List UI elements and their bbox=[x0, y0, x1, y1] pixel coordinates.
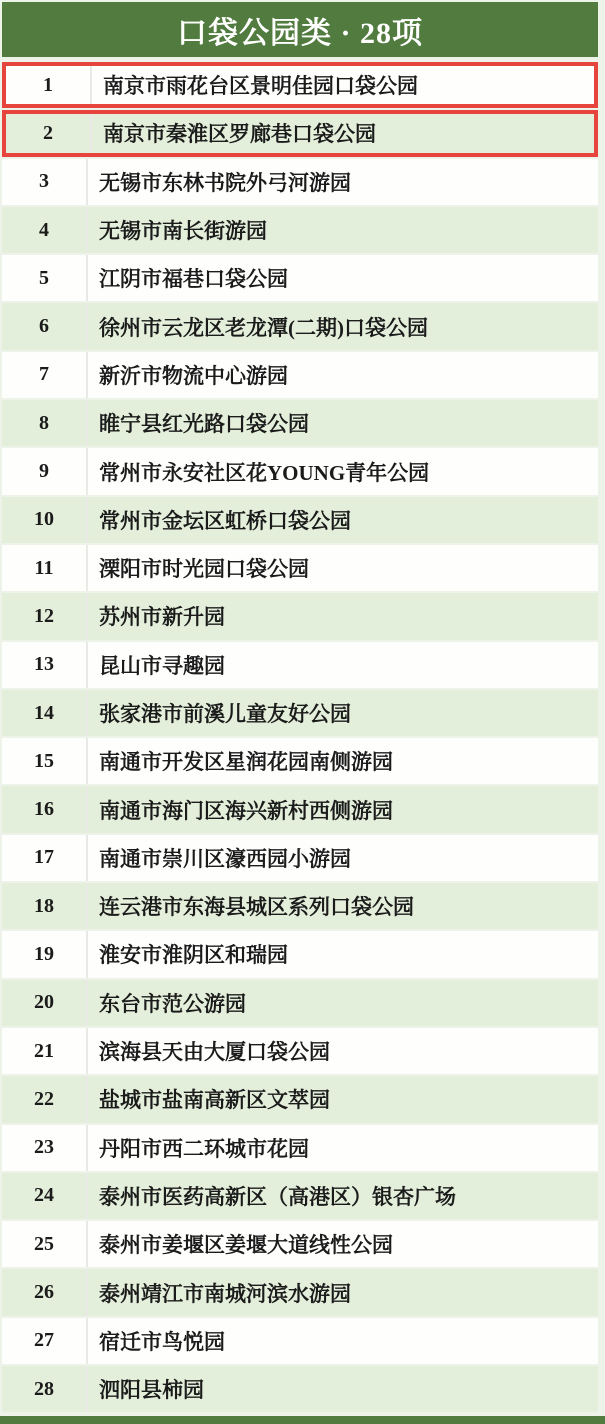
table-row bbox=[2, 1173, 598, 1219]
row-number: 8 bbox=[2, 400, 88, 446]
row-number: 18 bbox=[2, 883, 88, 929]
park-name: 丹阳市西二环城市花园 bbox=[99, 1136, 309, 1161]
table-row bbox=[2, 400, 598, 446]
table-row bbox=[2, 1076, 598, 1122]
table-row bbox=[2, 545, 598, 591]
park-name: 滨海县天由大厦口袋公园 bbox=[99, 1040, 330, 1065]
park-name: 张家港市前溪儿童友好公园 bbox=[99, 702, 351, 726]
park-name: 新沂市物流中心游园 bbox=[99, 363, 288, 388]
row-number: 10 bbox=[2, 497, 88, 543]
table-row bbox=[2, 1125, 598, 1171]
table-row bbox=[2, 1318, 598, 1364]
table-row bbox=[2, 642, 598, 688]
table-row bbox=[2, 207, 598, 253]
row-number: 25 bbox=[2, 1221, 88, 1267]
park-name: 淮安市淮阴区和瑞园 bbox=[99, 943, 288, 968]
row-number: 5 bbox=[2, 255, 88, 301]
row-number: 19 bbox=[2, 931, 88, 977]
table-row bbox=[2, 62, 598, 108]
park-name: 南通市崇川区濠西园小游园 bbox=[99, 846, 351, 871]
row-number: 13 bbox=[2, 642, 88, 688]
table-row bbox=[2, 1366, 598, 1412]
park-name: 溧阳市时光园口袋公园 bbox=[99, 557, 309, 582]
park-name: 苏州市新升园 bbox=[99, 605, 225, 630]
row-number: 17 bbox=[2, 835, 88, 881]
row-number: 14 bbox=[2, 690, 88, 736]
page-title: 口袋公园类 · 28项 bbox=[176, 16, 423, 50]
park-name: 盐城市盐南高新区文萃园 bbox=[99, 1088, 330, 1113]
row-number: 23 bbox=[2, 1125, 88, 1171]
row-number: 21 bbox=[2, 1028, 88, 1074]
table-row bbox=[2, 1269, 598, 1315]
table-row bbox=[2, 1028, 598, 1074]
table-row bbox=[2, 159, 598, 205]
table-row bbox=[2, 738, 598, 784]
table-row bbox=[2, 931, 598, 977]
park-name: 宿迁市鸟悦园 bbox=[99, 1329, 225, 1354]
row-number: 11 bbox=[2, 545, 88, 591]
park-name: 南通市海门区海兴新村西侧游园 bbox=[99, 798, 393, 823]
table-row bbox=[2, 1221, 598, 1267]
park-name: 南京市秦淮区罗廊巷口袋公园 bbox=[103, 122, 376, 147]
park-name: 南京市雨花台区景明佳园口袋公园 bbox=[103, 74, 418, 99]
row-number: 22 bbox=[2, 1076, 88, 1122]
row-number: 27 bbox=[2, 1318, 88, 1364]
table-header bbox=[2, 2, 598, 57]
park-name: 常州市永安社区花YOUNG青年公园 bbox=[99, 460, 430, 485]
footer-green-bar bbox=[0, 1416, 605, 1424]
park-name: 泰州市医药高新区（高港区）银杏广场 bbox=[99, 1184, 456, 1209]
park-name: 无锡市南长街游园 bbox=[99, 219, 267, 244]
table-row bbox=[2, 835, 598, 881]
row-number: 2 bbox=[6, 114, 92, 152]
table-row bbox=[2, 690, 598, 736]
row-number: 4 bbox=[2, 207, 88, 253]
row-number: 12 bbox=[2, 593, 88, 639]
table-row bbox=[2, 786, 598, 832]
park-name: 常州市金坛区虹桥口袋公园 bbox=[99, 508, 351, 533]
park-name: 昆山市寻趣园 bbox=[99, 653, 225, 678]
row-number: 26 bbox=[2, 1269, 88, 1315]
row-number: 16 bbox=[2, 786, 88, 832]
table-row bbox=[2, 883, 598, 929]
table-row bbox=[2, 110, 598, 156]
row-number: 1 bbox=[6, 66, 92, 104]
park-name: 泰州靖江市南城河滨水游园 bbox=[99, 1281, 351, 1306]
row-number: 7 bbox=[2, 352, 88, 398]
park-name: 南通市开发区星润花园南侧游园 bbox=[99, 750, 393, 775]
park-name: 无锡市东林书院外弓河游园 bbox=[99, 170, 351, 195]
park-name: 连云港市东海县城区系列口袋公园 bbox=[99, 895, 414, 920]
row-number: 6 bbox=[2, 303, 88, 349]
table-row bbox=[2, 352, 598, 398]
park-name: 江阴市福巷口袋公园 bbox=[99, 267, 288, 292]
row-number: 9 bbox=[2, 448, 88, 494]
row-number: 20 bbox=[2, 980, 88, 1026]
row-number: 24 bbox=[2, 1173, 88, 1219]
table-body bbox=[2, 62, 598, 1412]
row-number: 3 bbox=[2, 159, 88, 205]
park-name: 泰州市姜堰区姜堰大道线性公园 bbox=[99, 1233, 393, 1258]
row-number: 15 bbox=[2, 738, 88, 784]
row-number: 28 bbox=[2, 1366, 88, 1412]
park-name: 东台市范公游园 bbox=[99, 991, 246, 1016]
table-row bbox=[2, 497, 598, 543]
table-row bbox=[2, 303, 598, 349]
table-row bbox=[2, 255, 598, 301]
park-name: 泗阳县柿园 bbox=[99, 1378, 204, 1403]
table-row bbox=[2, 980, 598, 1026]
park-name: 睢宁县红光路口袋公园 bbox=[99, 412, 309, 437]
park-name: 徐州市云龙区老龙潭(二期)口袋公园 bbox=[99, 315, 428, 340]
table-row bbox=[2, 448, 598, 494]
table-row bbox=[2, 593, 598, 639]
